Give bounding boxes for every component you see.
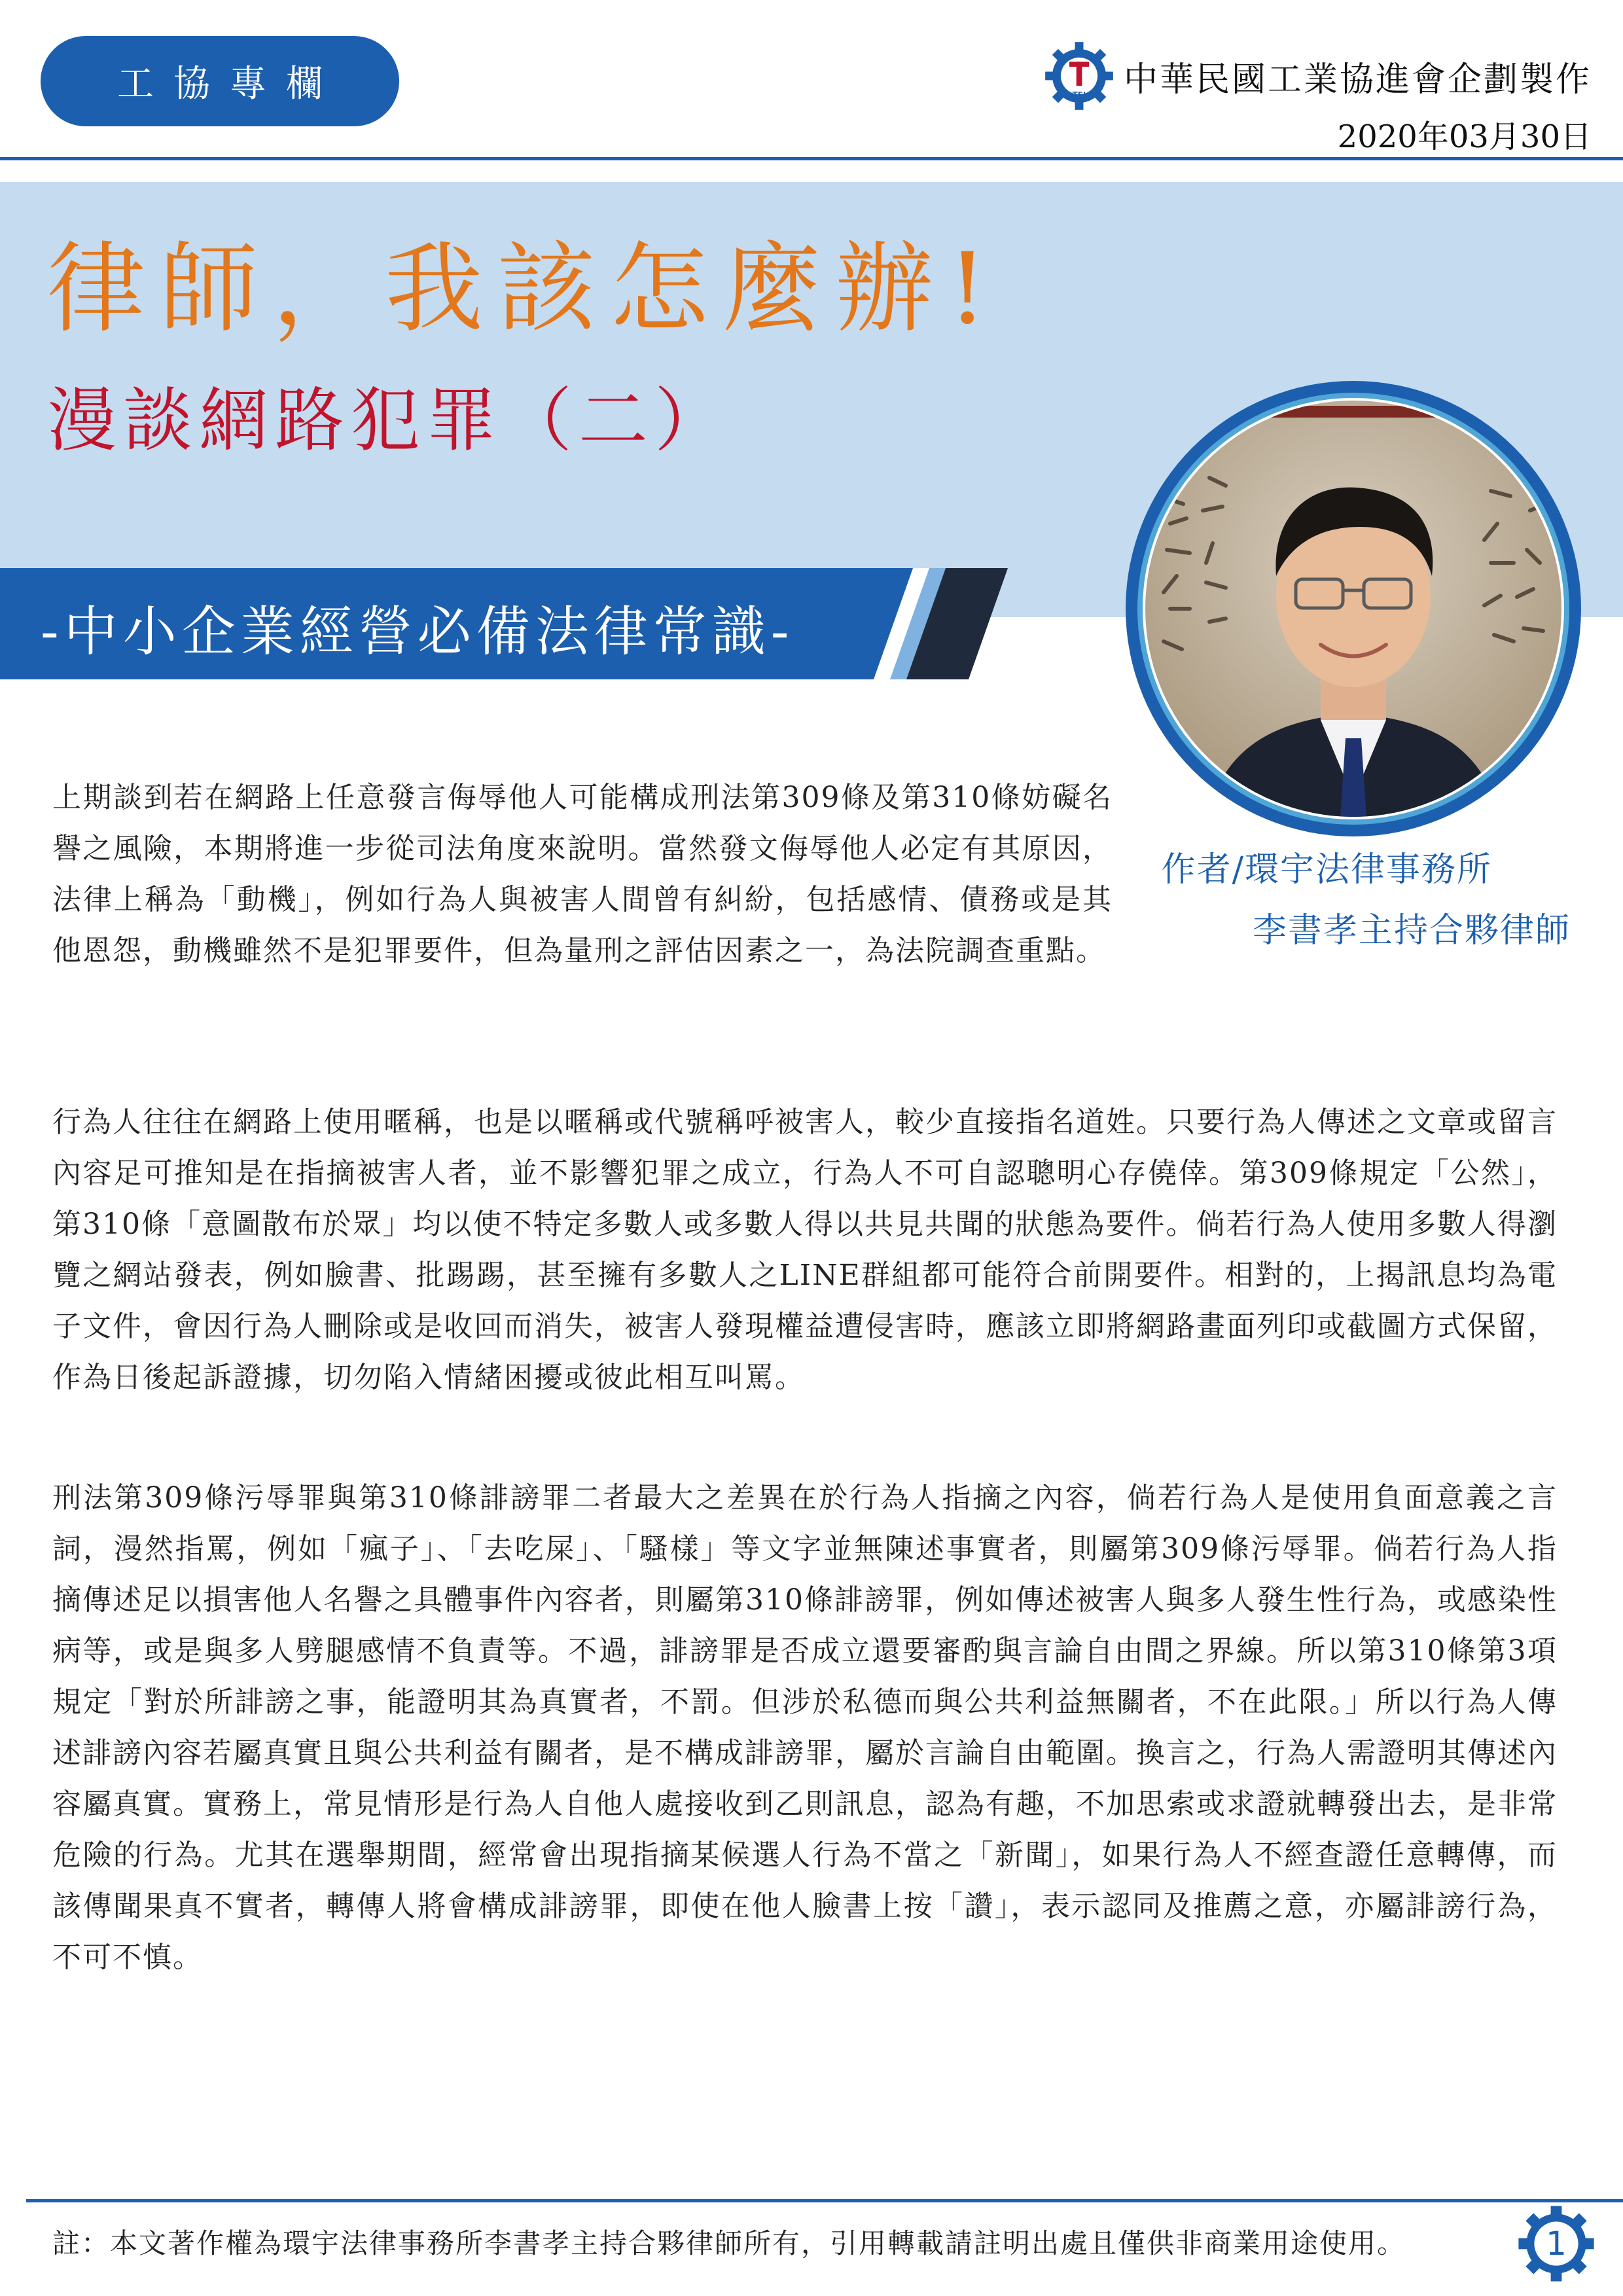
article-subtitle: 漫談網路犯罪（二） <box>47 380 730 461</box>
footer-divider <box>26 2199 1623 2202</box>
author-name: 李書孝主持合夥律師 <box>1252 911 1571 950</box>
org-name: 中華民國工業協進會企劃製作 <box>1123 60 1592 99</box>
ribbon-heading: -中小企業經營必備法律常識- <box>41 600 794 663</box>
org-logo-icon <box>1044 41 1115 111</box>
article-paragraph: 上期談到若在網路上任意發言侮辱他人可能構成刑法第309條及第310條妨礙名譽之風險，本期將進一步從司法角度來說明。當然發文侮辱他人必定有其原因，法律上稱為「動機」，例如行為人與被害人間曾有糾紛，包括感情、債務或是其他恩怨，動機雖然不是犯罪要件，但為量刑之評估因素之一，為法院調查重點。 <box>52 781 1113 967</box>
header-divider <box>0 157 1623 160</box>
article-title: 律師，我該怎麼辦! <box>47 232 1002 346</box>
column-badge: 工協專欄 <box>41 36 399 126</box>
org-header <box>1044 41 1592 156</box>
article-paragraph: 行為人往往在網路上使用暱稱，也是以暱稱或代號稱呼被害人，較少直接指名道姓。只要行為人傳述之文章或留言內容足可推知是在指摘被害人者，並不影響犯罪之成立，行為人不可自認聰明心存僥倖。第309條規定「公然」，第310條「意圖散布於眾」均以使不特定多數人或多數人得以共見共聞的狀態為要件。倘若行為人使用多數人得瀏覽之網站發表，例如臉書、批踢踢，甚至擁有多數人之LINE群組都可能符合前開要件。相對的，上揭訊息均為電子文件，會因行為人刪除或是收回而消失，被害人發現權益遭侵害時，應該立即將網路畫面列印或截圖方式保留，作為日後起訴證據，切勿陷入情緒困擾或彼此相互叫罵。 <box>52 1105 1558 1394</box>
copyright-note: 註：本文著作權為環宇法律事務所李書孝主持合夥律師所有，引用轉載請註明出處且僅供非商業用途使用。 <box>52 2227 1406 2259</box>
org-logo-text: TFI <box>1072 90 1086 99</box>
page-number: 1 <box>1546 2225 1567 2263</box>
author-affiliation: 作者/環宇法律事務所 <box>1161 850 1492 889</box>
author-credit <box>1161 842 1571 952</box>
publish-date: 2020年03月30日 <box>1337 118 1592 155</box>
article-paragraph: 刑法第309條污辱罪與第310條誹謗罪二者最大之差異在於行為人指摘之內容，倘若行為人是使用負面意義之言詞，漫然指罵，例如「瘋子」、「去吃屎」、「騷樣」等文字並無陳述事實者，則屬第309條污辱罪。倘若行為人指摘傳述足以損害他人名譽之具體事件內容者，則屬第310條誹謗罪，例如傳述被害人與多人發生性行為，或感染性病等，或是與多人劈腿感情不負責等。不過，誹謗罪是否成立還要審酌與言論自由間之界線。所以第310條第3項規定「對於所誹謗之事，能證明其為真實者，不罰。但涉於私德而與公共利益無關者，不在此限。」所以行為人傳述誹謗內容若屬真實且與公共利益有關者，是不構成誹謗罪，屬於言論自由範圍。換言之，行為人需證明其傳述內容屬真實。實務上，常見情形是行為人自他人處接收到乙則訊息，認為有趣，不加思索或求證就轉發出去，是非常危險的行為。尤其在選舉期間，經常會出現指摘某候選人行為不當之「新聞」，如果行為人不經查證任意轉傳，而該傳聞果真不實者，轉傳人將會構成誹謗罪，即使在他人臉書上按「讚」，表示認同及推薦之意，亦屬誹謗行為，不可不慎。 <box>52 1481 1558 1974</box>
author-portrait <box>1124 380 1582 838</box>
